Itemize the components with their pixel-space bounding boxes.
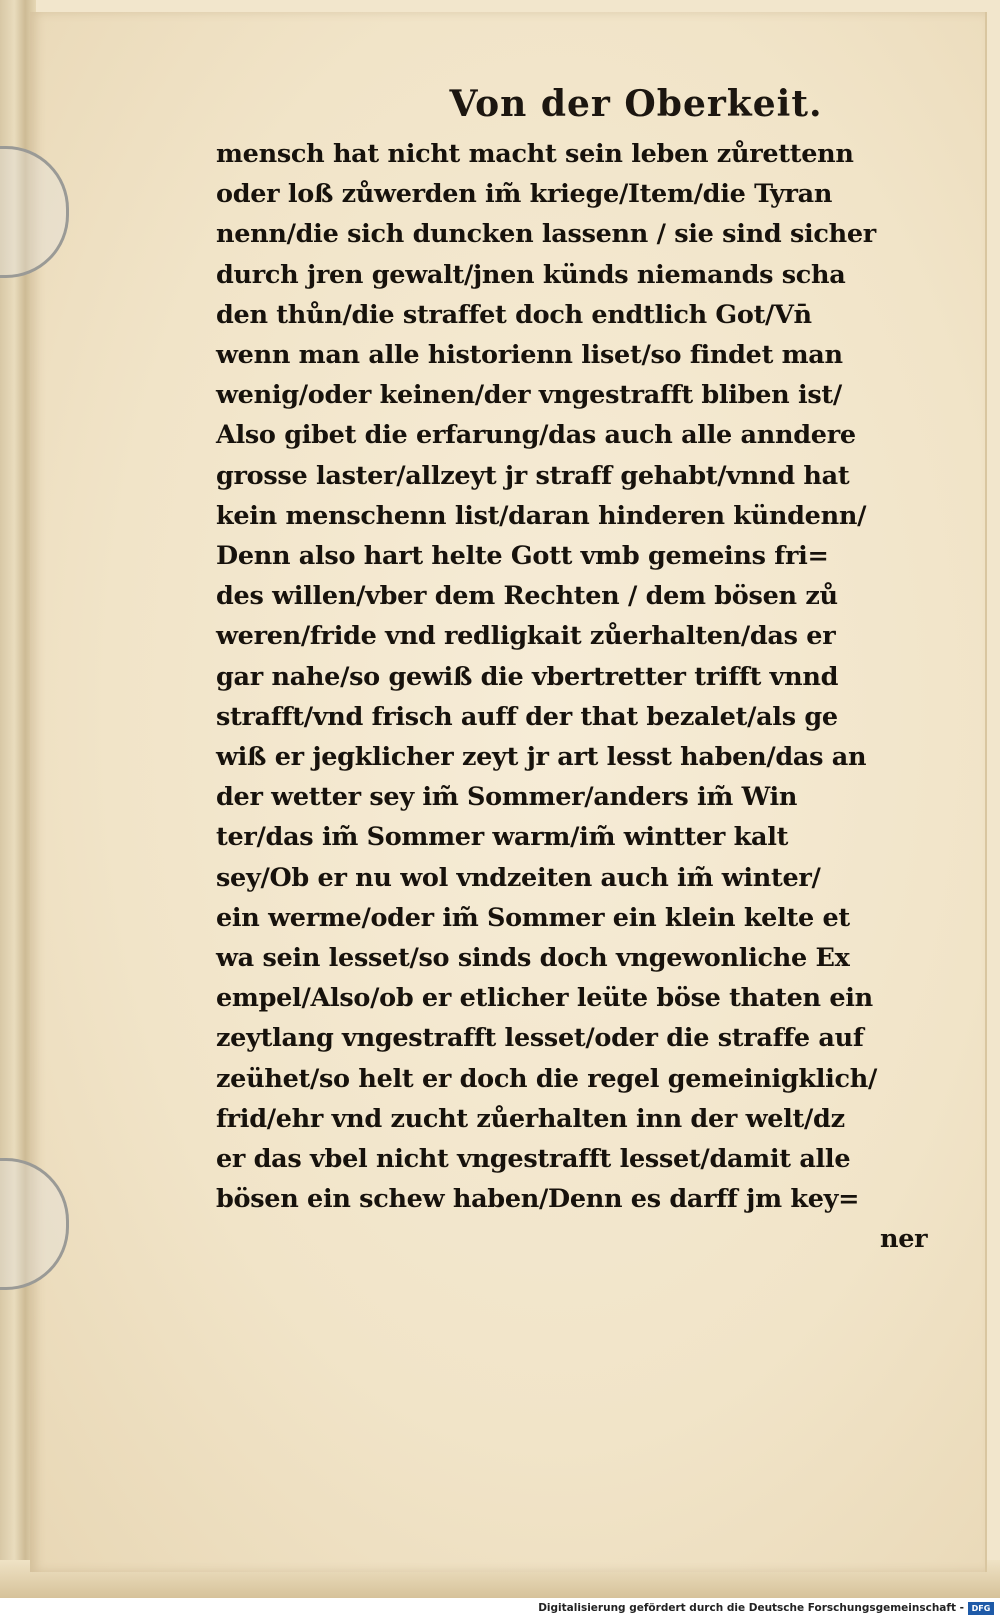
running-title: Von der Oberkeit.: [449, 83, 823, 125]
text-line: gar nahe/so gewiß die vbertretter trifft vnnd: [216, 661, 839, 692]
text-line: der wetter sey im̃ Sommer/anders im̃ Win: [216, 782, 798, 813]
text-line: Also gibet die erfarung/das auch alle anndere: [216, 420, 856, 451]
text-line: grosse laster/allzeyt jr straff gehabt/vnnd hat: [216, 460, 850, 491]
text-line: sey/Ob er nu wol vndzeiten auch im̃ winter/: [216, 862, 821, 893]
text-line: empel/Also/ob er etlicher leüte böse thaten ein: [216, 983, 873, 1014]
funding-credit: Digitalisierung gefördert durch die Deutsche Forschungsgemeinschaft -: [538, 1602, 964, 1614]
catchword: ner: [880, 1224, 928, 1255]
text-line: bösen ein schew haben/Denn es darff jm key=: [216, 1184, 860, 1215]
text-line: weren/fride vnd redligkait zůerhalten/das er: [216, 621, 836, 652]
text-line: zeytlang vngestrafft lesset/oder die straffe auf: [216, 1023, 864, 1054]
text-line: mensch hat nicht macht sein leben zůrettenn: [216, 139, 854, 169]
text-line: nenn/die sich duncken lassenn / sie sind sicher: [216, 219, 876, 250]
text-line: oder loß zůwerden im̃ kriege/Item/die Tyran: [216, 179, 833, 210]
text-line: wenig/oder keinen/der vngestrafft bliben ist/: [216, 380, 842, 411]
text-line: ein werme/oder im̃ Sommer ein klein kelte et: [216, 902, 850, 933]
text-line: wa sein lesset/so sinds doch vngewonliche Ex: [216, 943, 850, 974]
text-line: strafft/vnd frisch auff der that bezalet/als ge: [216, 701, 838, 732]
footer-bar: [0, 1598, 1000, 1620]
dfg-logo: DFG: [968, 1602, 994, 1615]
text-line: zeühet/so helt er doch die regel gemeinigklich/: [216, 1063, 877, 1094]
text-line: des willen/vber dem Rechten / dem bösen zů: [216, 581, 838, 612]
text-line: er das vbel nicht vngestrafft lesset/damit alle: [216, 1144, 851, 1175]
text-line: den thůn/die straffet doch endtlich Got/Vn̄: [216, 299, 812, 330]
text-line: wenn man alle historienn liset/so findet man: [216, 340, 843, 371]
text-line: frid/ehr vnd zucht zůerhalten inn der welt/dz: [216, 1103, 845, 1134]
text-line: ter/das im̃ Sommer warm/im̃ wintter kalt: [216, 822, 789, 853]
text-line: kein menschenn list/daran hinderen kündenn/: [216, 500, 867, 531]
text-line: wiß er jegklicher zeyt jr art lesst haben/das an: [216, 742, 867, 773]
page-text-block: [216, 80, 936, 1260]
text-line: Denn also hart helte Gott vmb gemeins fri=: [216, 541, 829, 572]
text-line: durch jren gewalt/jnen künds niemands scha: [216, 259, 846, 290]
